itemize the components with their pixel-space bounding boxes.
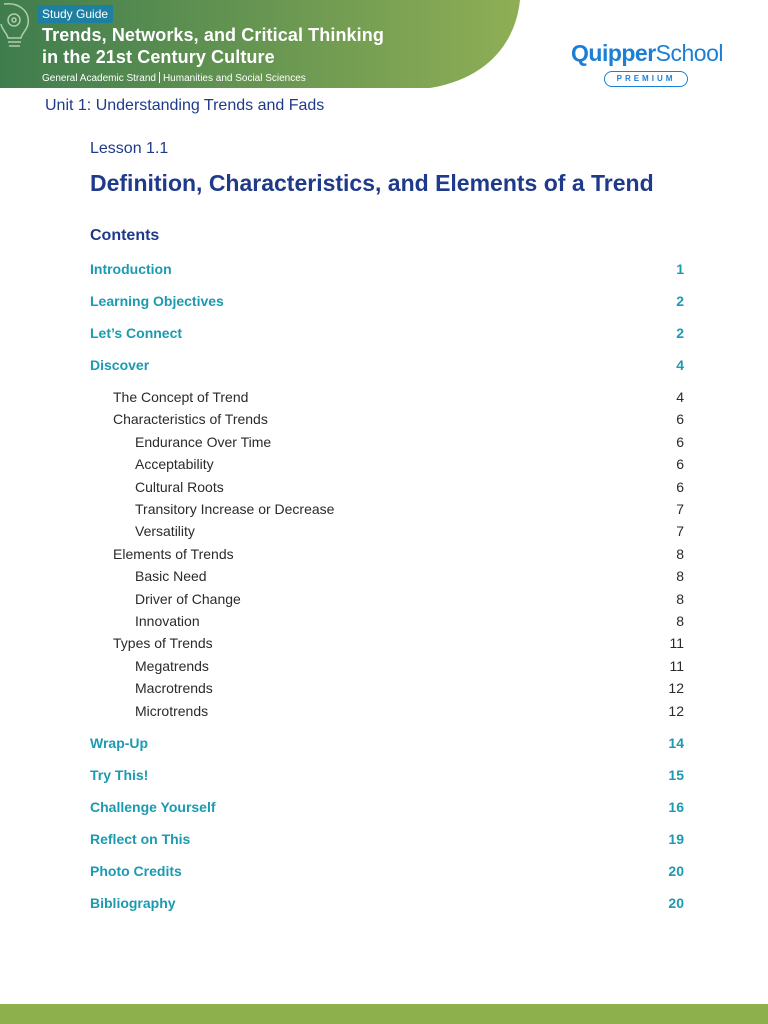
strand-left: General Academic Strand [42,73,156,84]
toc-subentry [90,544,684,564]
toc-subentry [90,633,684,653]
toc-subentry [90,409,684,429]
toc-entry-label: Wrap-Up [90,735,149,751]
toc-entry[interactable] [90,323,684,343]
toc-subsubentry [90,656,684,676]
toc-page-number: 4 [676,389,684,405]
strand-divider [159,72,160,83]
toc-subsubentry [90,454,684,474]
toc-subsubentry [90,566,684,586]
toc-page-number: 8 [676,591,684,607]
toc-entry-label: Types of Trends [113,635,213,651]
toc-subsubentry [90,521,684,541]
toc-entry-label: Characteristics of Trends [113,411,268,427]
logo-wordmark [571,40,723,67]
lightbulb-gear-icon [0,0,34,52]
toc-entry-label: Try This! [90,767,149,783]
toc-subsubentry [90,701,684,721]
toc-page-number: 12 [668,703,684,719]
toc-entry-label: Driver of Change [135,591,241,607]
toc-page-number: 20 [668,863,684,879]
toc-page-number: 11 [669,658,684,674]
course-title-line-1: Trends, Networks, and Critical Thinking [42,25,384,45]
toc-entry-label: Endurance Over Time [135,434,272,450]
toc-entry-label: Bibliography [90,895,176,911]
toc-entry-label: Challenge Yourself [90,799,216,815]
toc-page-number: 11 [669,635,684,651]
toc-entry-label: Learning Objectives [90,293,224,309]
toc-entry-label: Megatrends [135,658,209,674]
strand-label [42,72,306,84]
toc-entry[interactable] [90,765,684,785]
toc-page-number: 16 [668,799,684,815]
toc-page-number: 1 [676,261,684,277]
logo-quipper: Quipper [571,40,656,66]
lesson-title: Definition, Characteristics, and Elements of a Trend [90,170,654,196]
toc-page-number: 14 [668,735,684,751]
toc-entry-label: Acceptability [135,456,214,472]
toc-page-number: 7 [676,523,684,539]
toc-entry-label: Microtrends [135,703,209,719]
toc-entry-label: Discover [90,357,150,373]
toc-entry[interactable] [90,355,684,375]
premium-badge: PREMIUM [604,71,688,87]
toc-page-number: 8 [676,568,684,584]
toc-entry-label: The Concept of Trend [113,389,249,405]
toc-subsubentry [90,611,684,631]
toc-page-number: 20 [668,895,684,911]
toc-entry-label: Versatility [135,523,195,539]
toc-entry[interactable] [90,291,684,311]
toc-page-number: 6 [676,479,684,495]
toc-entry-label: Elements of Trends [113,546,234,562]
toc-page-number: 12 [668,680,684,696]
toc-entry-label: Photo Credits [90,863,182,879]
toc-page-number: 6 [676,411,684,427]
toc-entry-label: Cultural Roots [135,479,224,495]
toc-page-number: 2 [676,325,684,341]
toc-entry[interactable] [90,797,684,817]
toc-page-number: 19 [668,831,684,847]
toc-entry-label: Transitory Increase or Decrease [135,501,335,517]
quipper-school-logo [571,40,723,90]
toc-page-number: 15 [668,767,684,783]
toc-page-number: 8 [676,613,684,629]
strand-right: Humanities and Social Sciences [162,73,306,84]
toc-entry-label: Basic Need [135,568,207,584]
toc-page-number: 8 [676,546,684,562]
toc-entry-label: Introduction [90,261,172,277]
toc-page-number: 4 [676,357,684,373]
unit-title: Unit 1: Understanding Trends and Fads [45,97,325,114]
toc-subsubentry [90,499,684,519]
toc-entry-label: Let’s Connect [90,325,183,341]
toc-subentry [90,387,684,407]
toc-subsubentry [90,432,684,452]
toc-subsubentry [90,589,684,609]
toc-page-number: 7 [676,501,684,517]
toc-entry[interactable] [90,733,684,753]
toc-subsubentry [90,678,684,698]
course-title-line-2: in the 21st Century Culture [42,47,275,67]
toc-entry[interactable] [90,829,684,849]
toc-page-number: 6 [676,456,684,472]
toc-page-number: 6 [676,434,684,450]
toc-page-number: 2 [676,293,684,309]
toc-entry[interactable] [90,861,684,881]
study-guide-badge: Study Guide [37,5,113,23]
toc-entry-label: Macrotrends [135,680,213,696]
logo-school: School [655,40,723,66]
contents-heading: Contents [90,227,160,244]
lesson-label: Lesson 1.1 [90,140,169,157]
toc-entry-label: Reflect on This [90,831,191,847]
toc-subsubentry [90,477,684,497]
toc-entry-label: Innovation [135,613,200,629]
toc-entry[interactable] [90,893,684,913]
footer-bar [0,1004,768,1024]
toc-entry[interactable] [90,259,684,279]
